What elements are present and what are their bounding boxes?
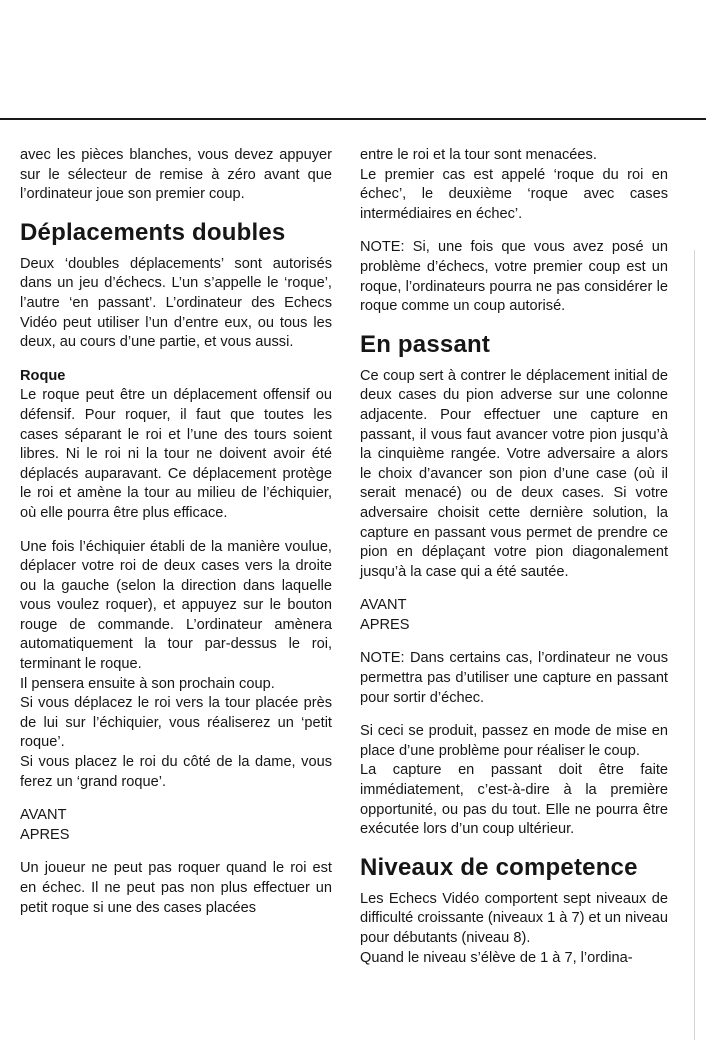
- paragraph: Ce coup sert à contrer le déplacement initial de deux cases du pion adverse sur une colonne adjacente. Pour effectuer une capture en passant, il vous faut avancer votre pion jusqu’à la cinquième rangée. Votre adversaire a alors le choix d’avancer son pion d’une case (où il serait menacé) ou de deux cases. Si votre adversaire choisit cette dernière solution, la capture en passant vous permet de prendre ce pion en déplaçant votre pion diagonalement jusqu’à la case qui a été sautée.: [360, 367, 668, 580]
- paragraph: Quand le niveau s’élève de 1 à 7, l’ordina-: [360, 949, 633, 966]
- left-column: [20, 146, 332, 918]
- paragraph: Il pensera ensuite à son prochain coup.: [20, 675, 275, 692]
- page-edge-line: [694, 250, 695, 1040]
- label-avant: AVANT: [20, 807, 67, 824]
- section-heading-niveaux: Niveaux de competence: [360, 853, 638, 881]
- paragraph: entre le roi et la tour sont menacées.: [360, 147, 597, 163]
- paragraph: La capture en passant doit être faite immédiatement, c’est-à-dire à la première opportunité, ou pas du tout. Elle ne pourra être exécutée lors d’un coup ultérieur.: [360, 762, 668, 838]
- section-heading-doubles: Déplacements doubles: [20, 218, 286, 246]
- label-apres: APRES: [360, 616, 410, 633]
- right-column: [360, 146, 668, 968]
- paragraph: Le premier cas est appelé ‘roque du roi en échec’, le deuxième ‘roque avec cases intermédiaires en échec’.: [360, 166, 668, 222]
- paragraph: avec les pièces blanches, vous devez appuyer sur le sélecteur de remise à zéro avant que l’ordinateur joue son premier coup.: [20, 147, 332, 203]
- paragraph: Un joueur ne peut pas roquer quand le roi est en échec. Il ne peut pas non plus effectuer un petit roque si une des cases placées: [20, 860, 332, 916]
- paragraph: Une fois l’échiquier établi de la manière voulue, déplacer votre roi de deux cases vers la droite ou la gauche (selon la direction dans laquelle vous voulez roquer), et appuyez sur le bouton rouge de commande. L’ordinateur amènera automatiquement la tour par-dessus le roi, terminant le roque.: [20, 538, 332, 673]
- subheading-roque: Roque: [20, 367, 66, 384]
- header-rule: [0, 118, 706, 120]
- paragraph: Si vous déplacez le roi vers la tour placée près de lui sur l’échiquier, vous réaliserez un ‘petit roque’.: [20, 695, 332, 751]
- paragraph: Les Echecs Vidéo comportent sept niveaux de difficulté croissante (niveaux 1 à 7) et un niveau pour débutants (niveau 8).: [360, 890, 669, 946]
- section-heading-en-passant: En passant: [360, 330, 491, 358]
- note-paragraph: NOTE: Si, une fois que vous avez posé un problème d’échecs, votre premier coup est un roque, l’ordinateurs pourra ne pas considérer le roque comme un coup autorisé.: [360, 239, 668, 315]
- paragraph: Deux ‘doubles déplacements’ sont autorisés dans un jeu d’échecs. L’un s’appelle le ‘roque’, l’autre ‘en passant’. L’ordinateur des Echecs Vidéo peut utiliser l’un d’entre eux, ou tous les deux, au cours d’une partie, et vous aussi.: [20, 255, 332, 351]
- label-avant: AVANT: [360, 597, 407, 614]
- paragraph: Le roque peut être un déplacement offensif ou défensif. Pour roquer, il faut que toutes les cases séparant le roi et l’une des tours soient libres. Ni le roi ni la tour ne doivent avoir été déplacés auparavant. Ce déplacement protège le roi et amène la tour au milieu de l’échiquier, où elle pourra être plus efficace.: [20, 387, 332, 521]
- paragraph: Si ceci se produit, passez en mode de mise en place d’une problème pour réaliser le coup.: [360, 723, 668, 759]
- label-apres: APRES: [20, 826, 70, 843]
- paragraph: Si vous placez le roi du côté de la dame, vous ferez un ‘grand roque’.: [20, 754, 332, 790]
- note-paragraph: NOTE: Dans certains cas, l’ordinateur ne vous permettra pas d’utiliser une capture en passant pour sortir d’échec.: [360, 650, 668, 706]
